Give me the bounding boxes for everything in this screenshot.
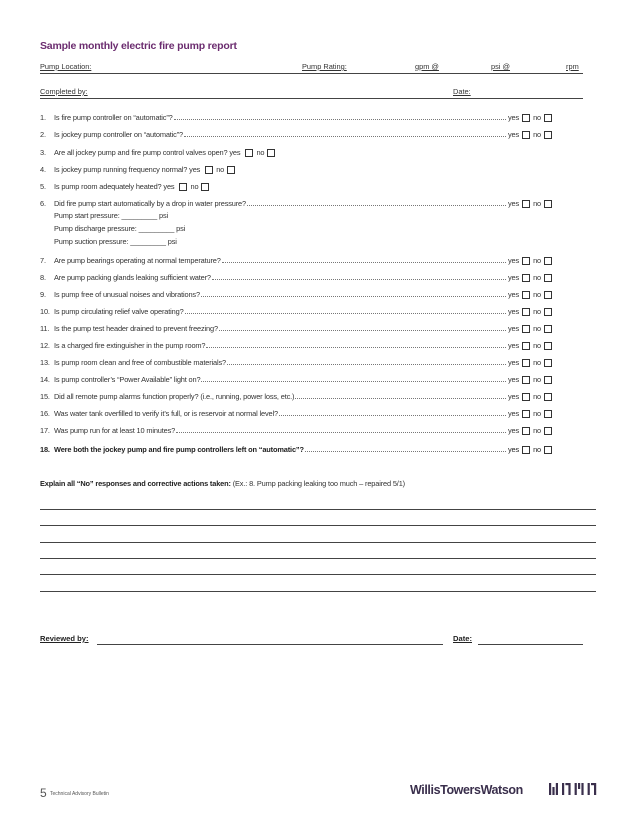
yes-checkbox[interactable] <box>522 200 530 208</box>
no-checkbox[interactable] <box>544 274 552 282</box>
question-text: Were both the jockey pump and fire pump controllers left on “automatic”? <box>54 445 304 454</box>
question-7 <box>40 254 555 265</box>
answer-group <box>508 290 555 299</box>
no-checkbox[interactable] <box>544 114 552 122</box>
no-label: no <box>533 199 541 208</box>
yes-label: yes <box>508 199 520 208</box>
answer-group <box>202 165 238 174</box>
review-date-line[interactable] <box>478 644 583 645</box>
question-number: 10. <box>40 307 50 316</box>
answer-group <box>508 375 555 384</box>
question-8 <box>40 271 555 282</box>
yes-label: yes <box>508 130 520 139</box>
no-checkbox[interactable] <box>544 131 552 139</box>
question-text: Was water tank overfilled to verify it’s full, or is reservoir at normal level? <box>54 409 278 418</box>
answer-group <box>508 409 555 418</box>
question-text: Is jockey pump controller on “automatic”? <box>54 130 183 139</box>
no-checkbox[interactable] <box>544 446 552 454</box>
no-label: no <box>190 182 199 191</box>
question-number: 16. <box>40 409 50 418</box>
question-text: Are all jockey pump and fire pump control valves open? yes <box>54 148 241 157</box>
yes-checkbox[interactable] <box>522 410 530 418</box>
question-number: 7. <box>40 256 46 265</box>
yes-checkbox[interactable] <box>522 393 530 401</box>
gpm-label: gpm @ <box>415 62 439 71</box>
question-number: 4. <box>40 165 46 174</box>
question-13 <box>40 356 555 367</box>
yes-label: yes <box>508 392 520 401</box>
pump-rating-label: Pump Rating: <box>302 62 347 71</box>
yes-label: yes <box>508 358 520 367</box>
question-number: 13. <box>40 358 50 367</box>
yes-checkbox[interactable] <box>522 427 530 435</box>
question-text: Is pump controller’s “Power Available” light on? <box>54 375 201 384</box>
leader-dots <box>176 432 506 433</box>
pump-location-label: Pump Location: <box>40 62 92 71</box>
answer-group <box>176 182 212 191</box>
yes-label: yes <box>508 256 520 265</box>
no-checkbox[interactable] <box>544 342 552 350</box>
completed-by-label: Completed by: <box>40 87 88 96</box>
leader-dots <box>247 205 506 206</box>
question-text: Is pump free of unusual noises and vibrations? <box>54 290 200 299</box>
answer-group <box>508 113 555 122</box>
pump-discharge-pressure[interactable]: Pump discharge pressure: _________ psi <box>54 224 186 233</box>
no-checkbox[interactable] <box>201 183 209 191</box>
no-label: no <box>533 290 541 299</box>
no-checkbox[interactable] <box>544 308 552 316</box>
question-number: 17. <box>40 426 50 435</box>
brand-wordmark: WillisTowersWatson <box>410 783 523 797</box>
leader-dots <box>185 313 506 314</box>
question-12 <box>40 339 555 350</box>
question-text: Did fire pump start automatically by a drop in water pressure? <box>54 199 246 208</box>
question-number: 5. <box>40 182 46 191</box>
explanation-line[interactable] <box>40 591 596 592</box>
answer-group <box>508 307 555 316</box>
no-label: no <box>216 165 225 174</box>
answer-group <box>508 199 555 208</box>
rpm-label: rpm <box>566 62 579 71</box>
psi-label: psi @ <box>491 62 511 71</box>
no-label: no <box>533 256 541 265</box>
question-1 <box>40 111 555 122</box>
answer-group <box>508 341 555 350</box>
page-number: 5 <box>40 786 47 800</box>
no-checkbox[interactable] <box>267 149 275 157</box>
question-number: 3. <box>40 148 46 157</box>
yes-label: yes <box>508 426 520 435</box>
no-label: no <box>533 341 541 350</box>
pump-info-row[interactable] <box>40 62 583 74</box>
question-11 <box>40 322 555 333</box>
question-text: Are pump bearings operating at normal temperature? <box>54 256 221 265</box>
leader-dots <box>212 279 506 280</box>
leader-dots <box>222 262 506 263</box>
yes-label: yes <box>508 113 520 122</box>
leader-dots <box>227 364 506 365</box>
review-date-label: Date: <box>453 634 472 643</box>
question-text: Is pump room adequately heated? yes <box>54 182 175 191</box>
completed-by-row[interactable] <box>40 87 583 99</box>
yes-checkbox[interactable] <box>522 257 530 265</box>
question-text: Is fire pump controller on “automatic”? <box>54 113 173 122</box>
question-14 <box>40 373 555 384</box>
no-checkbox[interactable] <box>227 166 235 174</box>
company-logo-icon <box>549 782 599 796</box>
answer-group <box>508 426 555 435</box>
yes-label: yes <box>508 375 520 384</box>
no-label: no <box>533 273 541 282</box>
question-17 <box>40 424 555 435</box>
leader-dots <box>295 398 506 399</box>
no-label: no <box>533 307 541 316</box>
explanation-line[interactable] <box>40 558 596 559</box>
explanation-line[interactable] <box>40 525 596 526</box>
answer-group <box>242 148 278 157</box>
no-checkbox[interactable] <box>544 325 552 333</box>
yes-label: yes <box>508 409 520 418</box>
yes-checkbox[interactable] <box>522 446 530 454</box>
question-2 <box>40 128 555 139</box>
no-checkbox[interactable] <box>544 291 552 299</box>
question-number: 6. <box>40 199 46 208</box>
no-checkbox[interactable] <box>544 410 552 418</box>
leader-dots <box>219 330 506 331</box>
question-text: Is pump circulating relief valve operating? <box>54 307 184 316</box>
answer-group <box>508 358 555 367</box>
no-label: no <box>533 445 541 454</box>
question-number: 1. <box>40 113 46 122</box>
question-9 <box>40 288 555 299</box>
no-checkbox[interactable] <box>544 200 552 208</box>
question-16 <box>40 407 555 418</box>
question-text: Is jockey pump running frequency normal? yes <box>54 165 201 174</box>
answer-group <box>508 256 555 265</box>
no-label: no <box>533 392 541 401</box>
question-6 <box>40 197 555 208</box>
question-number: 15. <box>40 392 50 401</box>
yes-checkbox[interactable] <box>522 291 530 299</box>
no-checkbox[interactable] <box>544 393 552 401</box>
yes-checkbox[interactable] <box>522 359 530 367</box>
yes-checkbox[interactable] <box>522 308 530 316</box>
no-label: no <box>533 426 541 435</box>
question-number: 14. <box>40 375 50 384</box>
explanation-line[interactable] <box>40 542 596 543</box>
question-number: 12. <box>40 341 50 350</box>
yes-checkbox[interactable] <box>245 149 253 157</box>
explanation-line[interactable] <box>40 574 596 575</box>
yes-checkbox[interactable] <box>179 183 187 191</box>
leader-dots <box>201 296 506 297</box>
yes-checkbox[interactable] <box>522 131 530 139</box>
explain-example: (Ex.: 8. Pump packing leaking too much – repaired 5/1) <box>232 479 405 488</box>
no-label: no <box>533 324 541 333</box>
leader-dots <box>305 451 506 452</box>
leader-dots <box>184 136 506 137</box>
question-text: Is pump room clean and free of combustible materials? <box>54 358 226 367</box>
leader-dots <box>206 347 506 348</box>
no-label: no <box>533 409 541 418</box>
question-15 <box>40 390 555 401</box>
answer-group <box>508 130 555 139</box>
yes-label: yes <box>508 324 520 333</box>
no-label: no <box>256 148 265 157</box>
yes-checkbox[interactable] <box>522 274 530 282</box>
explain-instructions <box>40 479 405 488</box>
question-number: 18. <box>40 445 50 454</box>
question-10 <box>40 305 555 316</box>
report-title: Sample monthly electric fire pump report <box>40 40 237 52</box>
reviewed-by-label: Reviewed by: <box>40 634 89 643</box>
no-checkbox[interactable] <box>544 376 552 384</box>
question-text: Is a charged fire extinguisher in the pump room? <box>54 341 206 350</box>
explanation-line[interactable] <box>40 509 596 510</box>
question-number: 11. <box>40 324 50 333</box>
answer-group <box>508 392 555 401</box>
yes-label: yes <box>508 273 520 282</box>
no-label: no <box>533 358 541 367</box>
no-checkbox[interactable] <box>544 427 552 435</box>
leader-dots <box>174 119 506 120</box>
yes-label: yes <box>508 445 520 454</box>
answer-group <box>508 273 555 282</box>
no-label: no <box>533 113 541 122</box>
yes-checkbox[interactable] <box>522 342 530 350</box>
completed-date-label: Date: <box>453 87 471 96</box>
answer-group <box>508 324 555 333</box>
reviewed-by-line[interactable] <box>97 644 443 645</box>
yes-checkbox[interactable] <box>522 114 530 122</box>
pump-suction-pressure[interactable]: Pump suction pressure: _________ psi <box>54 237 177 246</box>
bulletin-label: Technical Advisory Bulletin <box>50 791 109 797</box>
question-text: Was pump run for at least 10 minutes? <box>54 426 176 435</box>
leader-dots <box>279 415 506 416</box>
answer-group <box>508 445 555 454</box>
question-3 <box>40 146 555 157</box>
no-label: no <box>533 130 541 139</box>
no-label: no <box>533 375 541 384</box>
yes-checkbox[interactable] <box>522 325 530 333</box>
yes-label: yes <box>508 290 520 299</box>
question-5 <box>40 180 555 191</box>
yes-checkbox[interactable] <box>522 376 530 384</box>
explain-heading: Explain all “No” responses and corrective actions taken: <box>40 479 231 488</box>
question-text: Are pump packing glands leaking sufficient water? <box>54 273 211 282</box>
no-checkbox[interactable] <box>544 257 552 265</box>
leader-dots <box>201 381 506 382</box>
question-18 <box>40 443 555 454</box>
question-text: Is the pump test header drained to prevent freezing? <box>54 324 218 333</box>
question-4 <box>40 163 555 174</box>
yes-label: yes <box>508 307 520 316</box>
pump-start-pressure[interactable]: Pump start pressure: _________ psi <box>54 211 169 220</box>
no-checkbox[interactable] <box>544 359 552 367</box>
yes-label: yes <box>508 341 520 350</box>
question-number: 9. <box>40 290 46 299</box>
question-text: Did all remote pump alarms function properly? (i.e., running, power loss, etc.) <box>54 392 295 401</box>
yes-checkbox[interactable] <box>205 166 213 174</box>
question-number: 2. <box>40 130 46 139</box>
question-number: 8. <box>40 273 46 282</box>
